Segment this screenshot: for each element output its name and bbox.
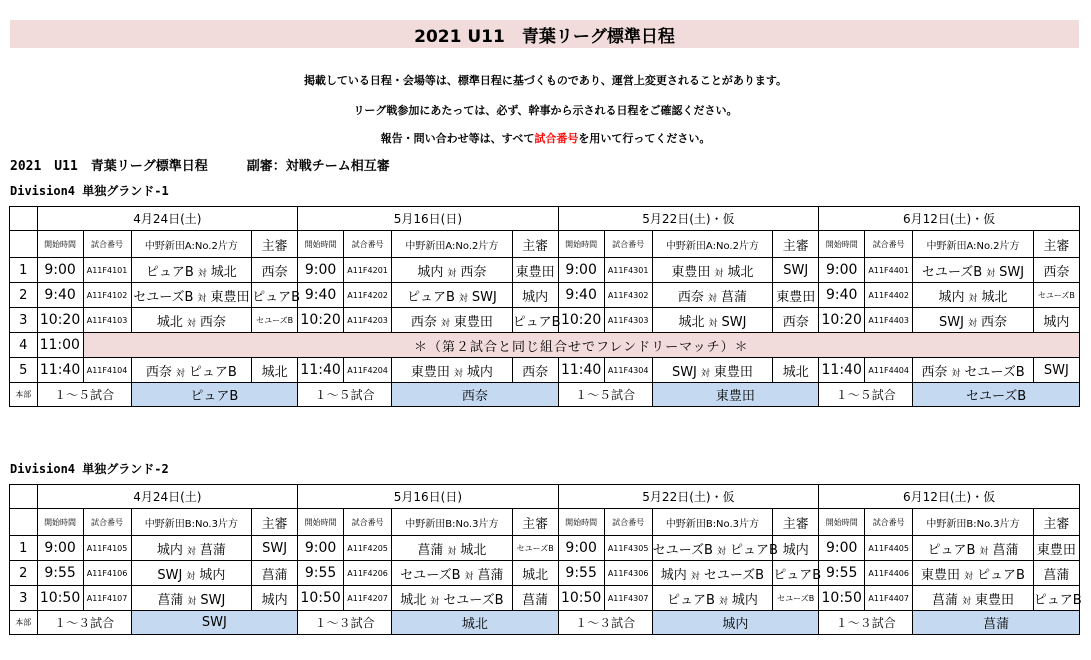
date-header: 5月16日(日) (298, 207, 559, 231)
match-number-header: 試合番号 (604, 231, 652, 258)
away-team: 菖蒲 (720, 289, 747, 305)
referee: SWJ (773, 258, 819, 283)
match-number-header: 試合番号 (865, 509, 913, 536)
start-time-header: 開始時間 (298, 509, 344, 536)
hq-team: SWJ (131, 611, 298, 635)
referee: 城北 (773, 358, 819, 383)
match-cell (131, 258, 252, 283)
match-number: A11F4307 (604, 586, 652, 611)
match-row (10, 308, 1080, 333)
home-team: セユーズB (921, 264, 983, 280)
vs-label: 対 (951, 368, 961, 379)
vs-label: 対 (430, 596, 440, 607)
away-team: セユーズB (703, 567, 765, 583)
start-time: 9:40 (37, 283, 83, 308)
match-row (10, 358, 1080, 383)
start-time: 10:20 (37, 308, 83, 333)
referee: ピュアB (512, 308, 558, 333)
home-team: 城北 (678, 314, 705, 330)
match-number: A11F4206 (344, 561, 392, 586)
away-team: 東豊田 (453, 314, 493, 330)
match-number: A11F4103 (83, 308, 131, 333)
match-number: A11F4403 (865, 308, 913, 333)
match-number: A11F4305 (604, 536, 652, 561)
date-header: 6月12日(土)・仮 (819, 207, 1080, 231)
row-number: 4 (10, 333, 38, 358)
vs-label: 対 (708, 318, 718, 329)
away-team: 西奈 (980, 314, 1007, 330)
vs-label: 対 (458, 293, 468, 304)
referee: 城内 (252, 586, 298, 611)
start-time: 11:00 (37, 333, 83, 358)
home-team: 東豊田 (410, 364, 450, 380)
vs-label: 対 (197, 293, 207, 304)
referee: ピュアB (773, 561, 819, 586)
away-team: 城内 (199, 567, 226, 583)
match-row (10, 586, 1080, 611)
referee: 東豊田 (1033, 536, 1079, 561)
venue-header: 中野新田B:No.3片方 (131, 509, 252, 536)
start-time: 9:00 (819, 536, 865, 561)
match-number: A11F4402 (865, 283, 913, 308)
match-number: A11F4301 (604, 258, 652, 283)
date-header: 4月24日(土) (37, 207, 298, 231)
venue-header: 中野新田A:No.2片方 (131, 231, 252, 258)
referee: 菖蒲 (252, 561, 298, 586)
venue-header: 中野新田B:No.3片方 (913, 509, 1034, 536)
referee: 城北 (252, 358, 298, 383)
start-time: 9:55 (558, 561, 604, 586)
away-team: 城北 (727, 264, 754, 280)
vs-label: 対 (964, 571, 974, 582)
match-cell (392, 308, 513, 333)
match-cell (392, 283, 513, 308)
start-time: 10:50 (37, 586, 83, 611)
venue-header: 中野新田A:No.2片方 (652, 231, 773, 258)
division-heading: Division4 単独グランド-2 (10, 462, 169, 476)
vs-label: 対 (979, 546, 989, 557)
referee: 西奈 (773, 308, 819, 333)
match-cell (913, 586, 1034, 611)
home-team: SWJ (938, 314, 964, 330)
start-time: 10:20 (558, 308, 604, 333)
start-time: 9:00 (558, 258, 604, 283)
match-cell (913, 258, 1034, 283)
match-number: A11F4406 (865, 561, 913, 586)
start-time: 9:00 (37, 536, 83, 561)
referee: SWJ (1033, 358, 1079, 383)
away-team: 東豊田 (713, 364, 753, 380)
home-team: セユーズB (133, 289, 194, 305)
vs-label: 対 (453, 368, 463, 379)
match-number-header: 試合番号 (83, 231, 131, 258)
match-number-highlight: 試合番号 (534, 132, 579, 145)
match-number: A11F4407 (865, 586, 913, 611)
date-header: 5月16日(日) (298, 485, 559, 509)
date-header: 4月24日(土) (37, 485, 298, 509)
home-team: ピュアB (666, 592, 715, 608)
away-team: セユーズB (964, 364, 1025, 380)
hq-team: 城北 (392, 611, 559, 635)
start-time: 10:50 (298, 586, 344, 611)
match-cell (131, 586, 252, 611)
away-team: 城内 (731, 592, 758, 608)
match-number: A11F4303 (604, 308, 652, 333)
match-cell (392, 586, 513, 611)
hq-match-range: １～３試合 (298, 611, 392, 635)
hq-team: セユーズB (913, 383, 1080, 407)
corner-cell (10, 207, 38, 231)
friendly-match-note: ＊（第２試合と同じ組合せでフレンドリーマッチ）＊ (83, 333, 1079, 358)
match-cell (652, 258, 773, 283)
start-time-header: 開始時間 (819, 231, 865, 258)
match-row (10, 536, 1080, 561)
match-number: A11F4405 (865, 536, 913, 561)
start-time: 10:20 (819, 308, 865, 333)
referee-header: 主審 (512, 509, 558, 536)
referee: 菖蒲 (512, 586, 558, 611)
vs-label: 対 (690, 571, 700, 582)
away-team: 城北 (460, 542, 487, 558)
referee: 東豊田 (512, 258, 558, 283)
match-cell (913, 358, 1034, 383)
column-header-row (10, 509, 1080, 536)
referee-header: 主審 (1033, 509, 1079, 536)
referee: セユーズB (773, 586, 819, 611)
hq-team: 菖蒲 (913, 611, 1080, 635)
start-time: 9:40 (819, 283, 865, 308)
match-number: A11F4404 (865, 358, 913, 383)
referee: セユーズB (512, 536, 558, 561)
start-time-header: 開始時間 (558, 509, 604, 536)
referee-header: 主審 (252, 509, 298, 536)
hq-team: 西奈 (392, 383, 559, 407)
away-team: 西奈 (199, 314, 226, 330)
match-number-header: 試合番号 (344, 509, 392, 536)
venue-header: 中野新田A:No.2片方 (913, 231, 1034, 258)
match-cell (131, 358, 252, 383)
notice-text: 報告・問い合わせ等は、すべて (380, 132, 535, 145)
home-team: 城内 (417, 264, 444, 280)
away-team: 城北 (981, 289, 1008, 305)
referee-header: 主審 (512, 231, 558, 258)
notice-text-end: を用いて行ってください。 (578, 132, 711, 145)
match-row (10, 258, 1080, 283)
home-team: ピュアB (927, 542, 976, 558)
start-time-header: 開始時間 (558, 231, 604, 258)
schedule-table (9, 206, 1080, 407)
vs-label: 対 (961, 596, 971, 607)
match-number: A11F4203 (344, 308, 392, 333)
vs-label: 対 (700, 368, 710, 379)
match-number: A11F4207 (344, 586, 392, 611)
start-time: 9:00 (298, 258, 344, 283)
hq-team: 東豊田 (652, 383, 819, 407)
match-cell (652, 283, 773, 308)
match-number-header: 試合番号 (865, 231, 913, 258)
corner-cell (10, 231, 38, 258)
row-number: 2 (10, 283, 38, 308)
start-time: 10:50 (558, 586, 604, 611)
away-team: 城北 (210, 264, 237, 280)
match-cell (913, 536, 1034, 561)
away-team: SWJ (999, 264, 1025, 280)
away-team: SWJ (721, 314, 747, 330)
referee: 菖蒲 (1033, 561, 1079, 586)
vs-label: 対 (447, 268, 457, 279)
match-number: A11F4204 (344, 358, 392, 383)
away-team: 菖蒲 (199, 542, 226, 558)
match-cell (652, 561, 773, 586)
home-team: 西奈 (145, 364, 172, 380)
start-time: 11:40 (298, 358, 344, 383)
home-team: 菖蒲 (157, 592, 184, 608)
away-team: 菖蒲 (992, 542, 1019, 558)
match-cell (131, 308, 252, 333)
referee: ピュアB (252, 283, 298, 308)
match-number: A11F4105 (83, 536, 131, 561)
start-time: 10:20 (298, 308, 344, 333)
match-cell (913, 561, 1034, 586)
date-header: 5月22日(土)・仮 (558, 485, 819, 509)
match-number: A11F4205 (344, 536, 392, 561)
home-team: 城北 (156, 314, 183, 330)
notice-line-2: リーグ戦参加にあたっては、必ず、幹事から示される日程をご確認ください。 (353, 104, 738, 117)
hq-label: 本部 (10, 383, 38, 407)
referee-header: 主審 (1033, 231, 1079, 258)
away-team: SWJ (471, 289, 497, 305)
vs-label: 対 (716, 546, 726, 557)
column-header-row (10, 231, 1080, 258)
referee: 東豊田 (773, 283, 819, 308)
match-cell (392, 536, 513, 561)
row-number: 2 (10, 561, 38, 586)
away-team: 菖蒲 (477, 567, 504, 583)
venue-header: 中野新田B:No.3片方 (652, 509, 773, 536)
match-cell (392, 258, 513, 283)
away-team: 城内 (466, 364, 493, 380)
vs-label: 対 (175, 368, 185, 379)
referee: 城内 (1033, 308, 1079, 333)
venue-header: 中野新田B:No.3片方 (392, 509, 513, 536)
vs-label: 対 (707, 293, 717, 304)
vs-label: 対 (986, 268, 996, 279)
match-cell (913, 283, 1034, 308)
home-team: 城北 (400, 592, 427, 608)
vs-label: 対 (447, 546, 457, 557)
hq-row (10, 611, 1080, 635)
start-time: 9:00 (819, 258, 865, 283)
vs-label: 対 (186, 546, 196, 557)
away-team: セユーズB (443, 592, 504, 608)
match-number-header: 試合番号 (344, 231, 392, 258)
vs-label: 対 (187, 596, 197, 607)
vs-label: 対 (197, 268, 207, 279)
hq-match-range: １～３試合 (558, 611, 652, 635)
match-cell (652, 358, 773, 383)
match-cell (652, 586, 773, 611)
vs-label: 対 (186, 571, 196, 582)
hq-match-range: １～５試合 (298, 383, 392, 407)
referee-header: 主審 (252, 231, 298, 258)
match-row (10, 283, 1080, 308)
referee: 城内 (773, 536, 819, 561)
date-header: 5月22日(土)・仮 (558, 207, 819, 231)
start-time: 10:50 (819, 586, 865, 611)
start-time-header: 開始時間 (37, 509, 83, 536)
referee: 西奈 (252, 258, 298, 283)
friendly-row (10, 333, 1080, 358)
referee: 西奈 (512, 358, 558, 383)
match-number-header: 試合番号 (83, 509, 131, 536)
schedule-subheading: 2021 U11 青葉リーグ標準日程 副審：対戦チーム相互審 (10, 159, 390, 174)
start-time-header: 開始時間 (298, 231, 344, 258)
hq-match-range: １～５試合 (558, 383, 652, 407)
hq-label: 本部 (10, 611, 38, 635)
referee: SWJ (252, 536, 298, 561)
home-team: 菖蒲 (931, 592, 958, 608)
referee-header: 主審 (773, 231, 819, 258)
start-time: 9:55 (819, 561, 865, 586)
notice-line-3 (0, 130, 1091, 146)
notice-line-1: 掲載している日程・会場等は、標準日程に基づくものであり、運営上変更されることがあります。 (303, 74, 788, 87)
home-team: ピュアB (406, 289, 455, 305)
home-team: セユーズB (652, 542, 713, 558)
match-number: A11F4302 (604, 283, 652, 308)
away-team: 西奈 (460, 264, 487, 280)
match-cell (131, 561, 252, 586)
match-cell (652, 536, 778, 561)
row-number: 5 (10, 358, 38, 383)
vs-label: 対 (967, 318, 977, 329)
away-team: ピュアB (977, 567, 1025, 583)
match-cell (652, 308, 773, 333)
match-cell (392, 561, 513, 586)
referee: 城内 (512, 283, 558, 308)
row-number: 1 (10, 258, 38, 283)
match-number: A11F4106 (83, 561, 131, 586)
corner-cell (10, 485, 38, 509)
match-number: A11F4102 (83, 283, 131, 308)
schedule-table (9, 484, 1080, 635)
referee: 城北 (512, 561, 558, 586)
row-number: 3 (10, 308, 38, 333)
match-number: A11F4202 (344, 283, 392, 308)
home-team: 西奈 (677, 289, 704, 305)
start-time: 9:00 (298, 536, 344, 561)
home-team: 東豊田 (671, 264, 711, 280)
match-number: A11F4401 (865, 258, 913, 283)
start-time: 9:40 (298, 283, 344, 308)
home-team: SWJ (671, 364, 697, 380)
match-number-header: 試合番号 (604, 509, 652, 536)
hq-row (10, 383, 1080, 407)
start-time-header: 開始時間 (37, 231, 83, 258)
corner-cell (10, 509, 38, 536)
venue-header: 中野新田A:No.2片方 (392, 231, 513, 258)
home-team: 西奈 (921, 364, 948, 380)
start-time: 11:40 (558, 358, 604, 383)
vs-label: 対 (714, 268, 724, 279)
match-cell (392, 358, 513, 383)
start-time: 11:40 (37, 358, 83, 383)
hq-match-range: １～３試合 (819, 611, 913, 635)
away-team: SWJ (200, 592, 226, 608)
division-heading: Division4 単独グランド-1 (10, 184, 169, 198)
referee: ピュアB (1033, 586, 1079, 611)
home-team: 東豊田 (921, 567, 961, 583)
home-team: 城内 (660, 567, 687, 583)
home-team: セユーズB (400, 567, 461, 583)
row-number: 3 (10, 586, 38, 611)
away-team: 東豊田 (210, 289, 250, 305)
away-team: ピュアB (729, 542, 778, 558)
home-team: SWJ (157, 567, 183, 583)
home-team: 城内 (938, 289, 965, 305)
start-time: 9:55 (298, 561, 344, 586)
away-team: ピュアB (188, 364, 237, 380)
start-time-header: 開始時間 (819, 509, 865, 536)
start-time: 9:55 (37, 561, 83, 586)
match-number: A11F4107 (83, 586, 131, 611)
hq-match-range: １～５試合 (819, 383, 913, 407)
start-time: 9:00 (37, 258, 83, 283)
away-team: 東豊田 (974, 592, 1014, 608)
vs-label: 対 (464, 571, 474, 582)
referee: セユーズB (1033, 283, 1079, 308)
referee: セユーズB (252, 308, 298, 333)
match-number: A11F4101 (83, 258, 131, 283)
home-team: 西奈 (410, 314, 437, 330)
start-time: 9:00 (558, 536, 604, 561)
vs-label: 対 (186, 318, 196, 329)
vs-label: 対 (968, 293, 978, 304)
match-number: A11F4201 (344, 258, 392, 283)
match-cell (131, 536, 252, 561)
match-number: A11F4306 (604, 561, 652, 586)
hq-match-range: １～３試合 (37, 611, 131, 635)
match-row (10, 561, 1080, 586)
hq-match-range: １～５試合 (37, 383, 131, 407)
date-header-row (10, 485, 1080, 509)
start-time: 11:40 (819, 358, 865, 383)
start-time: 9:40 (558, 283, 604, 308)
hq-team: 城内 (652, 611, 819, 635)
referee-header: 主審 (773, 509, 819, 536)
referee: 西奈 (1033, 258, 1079, 283)
hq-team: ピュアB (131, 383, 298, 407)
match-cell (913, 308, 1034, 333)
date-header-row (10, 207, 1080, 231)
home-team: 菖蒲 (417, 542, 444, 558)
match-number: A11F4304 (604, 358, 652, 383)
home-team: ピュアB (145, 264, 194, 280)
vs-label: 対 (440, 318, 450, 329)
row-number: 1 (10, 536, 38, 561)
page-title: 2021 U11 青葉リーグ標準日程 (10, 20, 1079, 48)
match-cell (131, 283, 252, 308)
date-header: 6月12日(土)・仮 (819, 485, 1080, 509)
home-team: 城内 (156, 542, 183, 558)
vs-label: 対 (718, 596, 728, 607)
match-number: A11F4104 (83, 358, 131, 383)
